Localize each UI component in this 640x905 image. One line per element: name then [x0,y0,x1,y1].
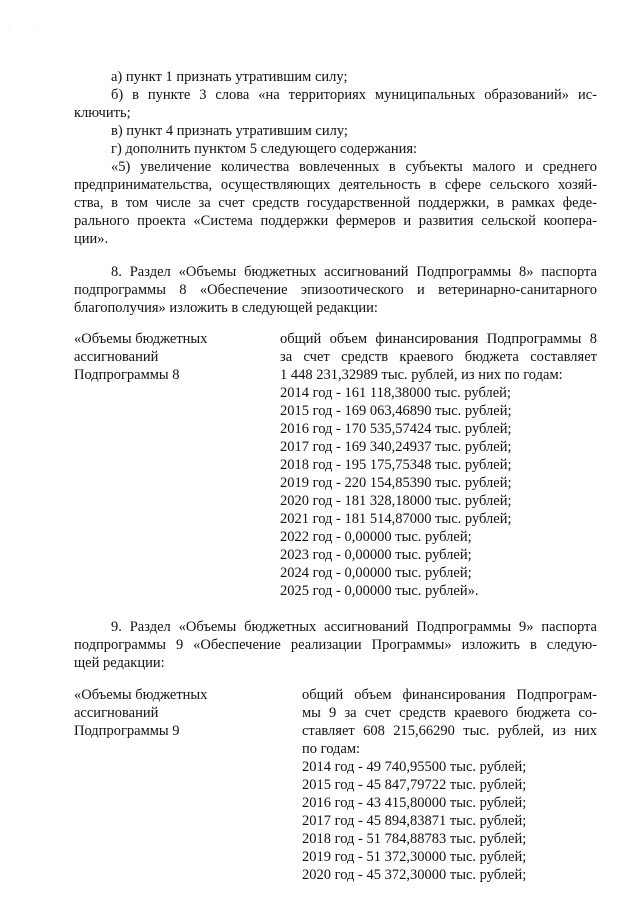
section8-year-2020: 2020 год - 181 328,18000 тыс. рублей; [280,493,512,509]
section9-label-line1: «Объемы бюджетных [74,687,208,703]
section9-year-2020: 2020 год - 45 372,30000 тыс. рублей; [302,867,527,883]
section8-year-2024: 2024 год - 0,00000 тыс. рублей; [280,565,472,581]
section8-intro-line2: подпрограммы 8 «Обеспечение эпизоотического и ветеринарно-санитарного [74,282,597,298]
section9-year-2014: 2014 год - 49 740,95500 тыс. рублей; [302,759,527,775]
list-item-v: в) пункт 4 признать утратившим силу; [111,123,348,139]
section9-year-2018: 2018 год - 51 784,88783 тыс. рублей; [302,831,527,847]
section9-year-2015: 2015 год - 45 847,79722 тыс. рублей; [302,777,527,793]
section8-year-2014: 2014 год - 161 118,38000 тыс. рублей; [280,385,511,401]
section8-label-line3: Подпрограммы 8 [74,367,180,383]
section8-year-2015: 2015 год - 169 063,46890 тыс. рублей; [280,403,512,419]
section8-desc-line3: 1 448 231,32989 тыс. рублей, из них по годам: [280,367,563,383]
section8-year-2025: 2025 год - 0,00000 тыс. рублей». [280,583,479,599]
section9-year-2016: 2016 год - 43 415,80000 тыс. рублей; [302,795,527,811]
section9-intro-line2: подпрограммы 9 «Обеспечение реализации Программы» изложить в следую- [74,637,597,653]
section9-desc-line3: ставляет 608 215,66290 тыс. рублей, из них [302,723,597,739]
section8-label-line2: ассигнований [74,349,159,365]
section8-year-2022: 2022 год - 0,00000 тыс. рублей; [280,529,472,545]
point5-line4: рального проекта «Система поддержки фермеров и развития сельской коопера- [74,213,597,229]
section8-year-2018: 2018 год - 195 175,75348 тыс. рублей; [280,457,512,473]
section8-intro-line3: благополучия» изложить в следующей редакции: [74,300,378,316]
section9-label-line3: Подпрограммы 9 [74,723,180,739]
corner-mark: · · [8,28,50,34]
section8-year-2023: 2023 год - 0,00000 тыс. рублей; [280,547,472,563]
point5-line5: ции». [74,231,109,247]
section9-desc-line4: по годам: [302,741,361,757]
point5-line3: ства, в том числе за счет средств государственной поддержки, в рамках феде- [74,195,597,211]
section8-year-2016: 2016 год - 170 535,57424 тыс. рублей; [280,421,512,437]
list-item-g: г) дополнить пунктом 5 следующего содержания: [111,141,418,157]
section9-label-line2: ассигнований [74,705,159,721]
list-item-b-line2: ключить; [74,105,131,121]
section9-year-2019: 2019 год - 51 372,30000 тыс. рублей; [302,849,527,865]
section9-intro-line1: 9. Раздел «Объемы бюджетных ассигнований Подпрограммы 9» паспорта [111,619,597,635]
section8-intro-line1: 8. Раздел «Объемы бюджетных ассигнований Подпрограммы 8» паспорта [111,264,597,280]
section8-year-2021: 2021 год - 181 514,87000 тыс. рублей; [280,511,512,527]
point5-line1: «5) увеличение количества вовлеченных в субъекты малого и среднего [111,159,597,175]
section9-year-2017: 2017 год - 45 894,83871 тыс. рублей; [302,813,527,829]
list-item-b-line1: б) в пункте 3 слова «на территориях муниципальных образований» ис- [111,87,597,103]
section8-desc-line2: за счет средств краевого бюджета составляет [280,349,597,365]
point5-line2: предпринимательства, осуществляющих деятельность в сфере сельского хозяй- [74,177,597,193]
section8-desc-line1: общий объем финансирования Подпрограммы 8 [280,331,597,347]
list-item-a: а) пункт 1 признать утратившим силу; [111,69,348,85]
section9-desc-line2: мы 9 за счет средств краевого бюджета со- [302,705,597,721]
section8-label-line1: «Объемы бюджетных [74,331,208,347]
section8-year-2017: 2017 год - 169 340,24937 тыс. рублей; [280,439,512,455]
section9-intro-line3: щей редакции: [74,655,165,671]
section9-desc-line1: общий объем финансирования Подпрограм- [302,687,597,703]
section8-year-2019: 2019 год - 220 154,85390 тыс. рублей; [280,475,512,491]
